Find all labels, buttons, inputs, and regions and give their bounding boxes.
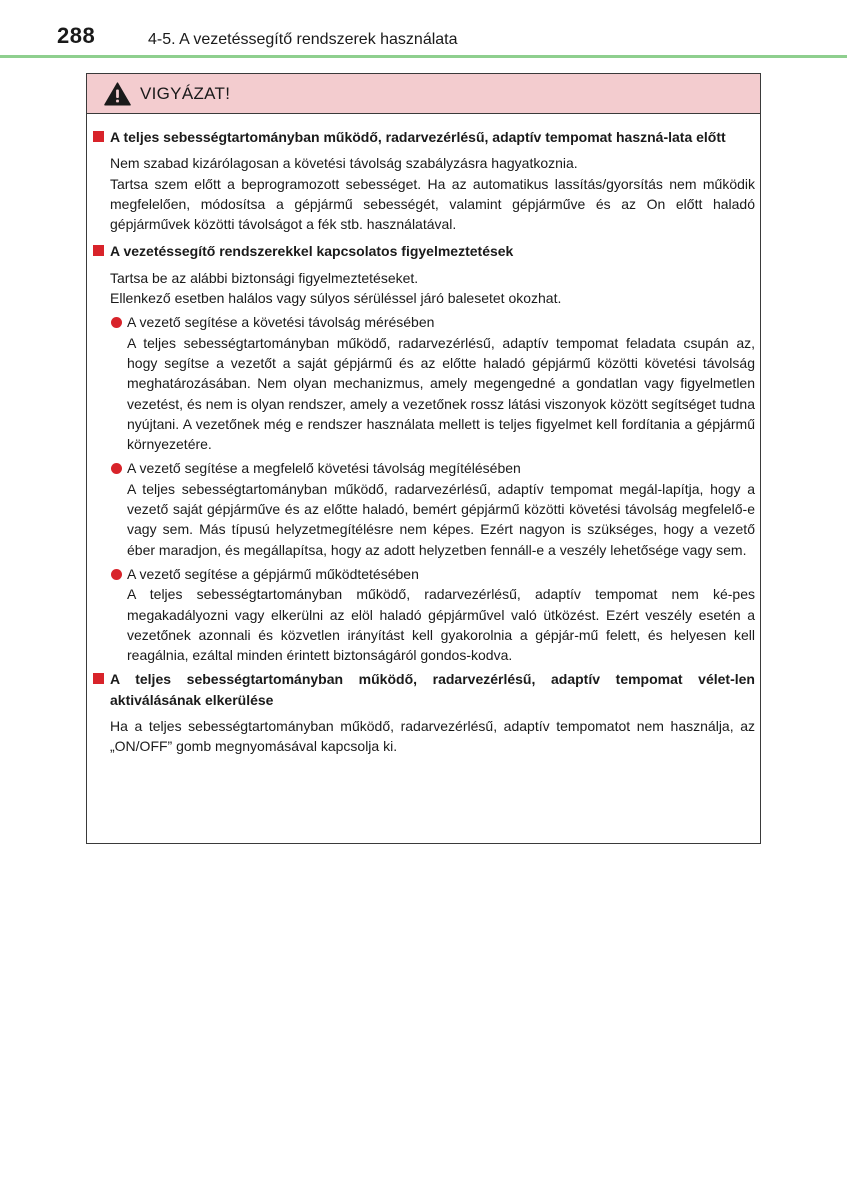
bullet-item [127, 564, 755, 665]
bullet-item [127, 312, 755, 454]
paragraph-line: Tartsa szem előtt a beprogramozott sebességet. Ha az automatikus lassítás/gyorsítás nem működik megfelelően, módosítsa a gépjármű sebességét, valamint gépjárműve és az On előtt haladó gépjárművek közötti távolságot a fék stb. használatával. [110, 175, 755, 233]
red-square-bullet-icon [93, 245, 104, 256]
warning-triangle-icon [104, 82, 131, 106]
paragraph-line: Nem szabad kizárólagosan a követési távolság szabályzásra hagyatkoznia. [110, 155, 578, 172]
section-heading-text: A teljes sebességtartományban működő, radarvezérlésű, adaptív tempomat vélet-len aktiválásának elkerülése [110, 671, 755, 708]
header-rule [0, 55, 847, 58]
bullet-title: A vezető segítése a követési távolság mérésében [127, 314, 435, 331]
red-dot-bullet-icon [111, 463, 122, 474]
red-dot-bullet-icon [111, 569, 122, 580]
bullet-title: A vezető segítése a megfelelő követési távolság megítélésében [127, 460, 521, 477]
bullet-text: A teljes sebességtartományban működő, radarvezérlésű, adaptív tempomat nem ké-pes megakadályozni vagy elkerülni az elöl haladó gépjárművel való ütközést. Ezért veszély esetén a vezetőnek azonnali és közvetlen irányítást kell gyakorolnia a gépjár-mű felett, és helyesen kell reagálnia, ezáltal minden érintett biztonságáról gondos-kodva. [127, 586, 755, 664]
section-heading [93, 127, 755, 147]
page-number: 288 [57, 23, 96, 48]
bullet-item [127, 458, 755, 559]
section-heading-text: A vezetéssegítő rendszerekkel kapcsolatos figyelmeztetések [110, 243, 514, 260]
paragraph [110, 716, 755, 757]
warning-content [93, 127, 755, 764]
section-title: 4-5. A vezetéssegítő rendszerek használata [148, 31, 458, 48]
paragraph [110, 174, 755, 235]
warning-header [87, 74, 760, 114]
section-heading [93, 241, 755, 261]
section-heading-text: A teljes sebességtartományban működő, radarvezérlésű, adaptív tempomat haszná-lata előtt [110, 129, 726, 145]
warning-title: VIGYÁZAT! [140, 84, 231, 103]
bullet-text: A teljes sebességtartományban működő, radarvezérlésű, adaptív tempomat feladata csupán az, hogy segítse a vezetőt a saját gépjármű és az előtte haladó gépjármű közötti követési távolság meghatározásában. Nem olyan mechanizmus, amely megengedné a gondatlan vagy figyelmetlen vezetést, és nem is olyan rendszer, amely a vezetőnek rossz látási viszonyok között segítséget tudna nyújtani. A vezetőnek még e rendszer használata mellett is teljes figyelmet kell fordítania a gépjármű környezetére. [127, 334, 755, 453]
bullet-title: A vezető segítése a gépjármű működtetésében [127, 565, 419, 582]
paragraph [110, 268, 755, 309]
red-dot-bullet-icon [111, 317, 122, 328]
paragraph-line: Ha a teljes sebességtartományban működő, radarvezérlésű, adaptív tempomatot nem használja, az „ON/OFF” gomb megnyomásával kapcsolja ki. [110, 718, 755, 755]
paragraph [110, 153, 755, 173]
paragraph-line: Tartsa be az alábbi biztonsági figyelmeztetéseket. [110, 269, 419, 286]
bullet-text: A teljes sebességtartományban működő, radarvezérlésű, adaptív tempomat megál-lapítja, hogy a vezető saját gépjárműve és az előtte haladó, bemért gépjármű közötti követési távolság megfelelő-e vagy sem. Más típusú helyzetmegítélésre nem képes. Ezért nagyon is szükséges, hogy a vezető éber maradjon, és megállapítsa, hogy az adott helyzetben fennáll-e a veszély lehetősége vagy sem. [127, 480, 755, 558]
red-square-bullet-icon [93, 131, 104, 142]
section-heading [93, 669, 755, 710]
warning-box [86, 73, 761, 844]
paragraph-line: Ellenkező esetben halálos vagy súlyos sérüléssel járó balesetet okozhat. [110, 290, 562, 307]
page-header [0, 0, 847, 58]
red-square-bullet-icon [93, 673, 104, 684]
